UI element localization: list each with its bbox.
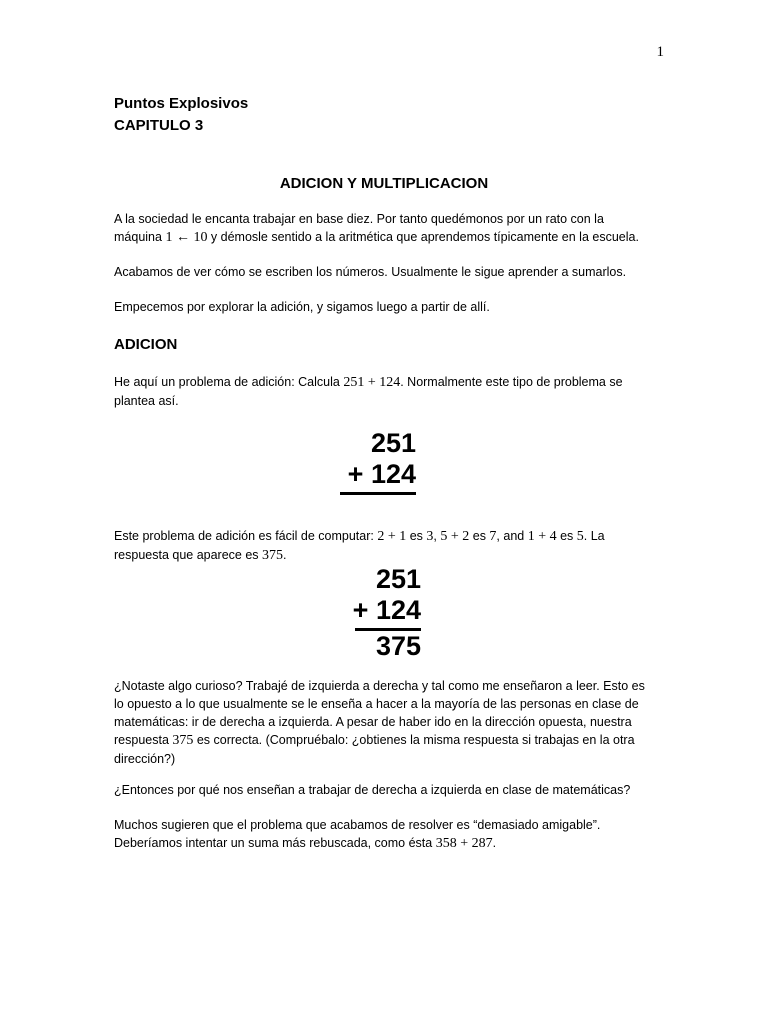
- chapter-heading: CAPITULO 3: [114, 117, 204, 134]
- explain-es-1: es: [406, 529, 427, 543]
- curious-text-b: es correcta. (Compruébalo: ¿obtienes la misma respuesta si trabajas en la otra dirección?): [114, 733, 635, 766]
- explain-text-a: Este problema de adición es fácil de computar:: [114, 529, 378, 543]
- curious-paragraph: [114, 677, 654, 768]
- closing-text-b: .: [492, 836, 497, 850]
- problem-text-a: He aquí un problema de adición: Calcula: [114, 375, 344, 389]
- sum2-bottom: + 124: [352, 595, 421, 625]
- closing-text-a: Muchos sugieren que el problema que acabamos de resolver es “demasiado amigable”. Deberíamos intentar un suma más rebuscada, como ésta: [114, 818, 601, 850]
- explain-and: , and: [496, 529, 528, 543]
- book-title: Puntos Explosivos: [114, 95, 249, 112]
- answer-375: 375: [262, 548, 284, 563]
- explain-text-b: . La respuesta que aparece es: [114, 529, 605, 562]
- sum2-result: 375: [375, 631, 421, 661]
- sum1-top: 251: [370, 428, 416, 458]
- sum-display-1: [340, 428, 416, 495]
- machine-notation: 1 ← 10: [165, 230, 208, 245]
- expr-1-plus-4: 1 + 4: [527, 529, 557, 544]
- result-3: 3: [426, 529, 434, 544]
- explain-es-3: es: [556, 529, 577, 543]
- result-7: 7: [489, 529, 497, 544]
- closing-expression: 358 + 287: [435, 836, 493, 851]
- explain-es-2: es: [469, 529, 490, 543]
- explain-comma: ,: [433, 529, 441, 543]
- result-5: 5: [576, 529, 584, 544]
- intro-paragraph-3: Empecemos por explorar la adición, y sigamos luego a partir de allí.: [114, 300, 490, 314]
- problem-expression: 251 + 124: [343, 375, 401, 390]
- intro-paragraph-2: Acabamos de ver cómo se escriben los números. Usualmente le sigue aprender a sumarlos.: [114, 265, 627, 279]
- addition-subheading: ADICION: [114, 336, 178, 353]
- sum-display-2: [347, 564, 421, 662]
- question-paragraph: ¿Entonces por qué nos enseñan a trabajar de derecha a izquierda en clase de matemáticas?: [114, 783, 631, 797]
- sum1-underline: [340, 492, 416, 495]
- expr-5-plus-2: 5 + 2: [440, 529, 470, 544]
- expr-2-plus-1: 2 + 1: [377, 529, 407, 544]
- curious-answer: 375: [172, 733, 194, 748]
- sum2-top: 251: [375, 564, 421, 594]
- sum1-bottom: + 124: [347, 459, 416, 489]
- intro-text-a: A la sociedad le encanta trabajar en base diez. Por tanto quedémonos por un rato con la máquina: [114, 212, 604, 244]
- section-title: ADICION Y MULTIPLICACION: [279, 175, 489, 192]
- problem-text-b: . Normalmente este tipo de problema se plantea así.: [114, 375, 623, 408]
- explain-text-c: .: [283, 548, 287, 562]
- curious-text-a: ¿Notaste algo curioso? Trabajé de izquierda a derecha y tal como me enseñaron a leer. Esto es lo opuesto a lo que usualmente se le enseña a hacer a la mayoría de las personas en clase de matemáticas: ir de derecha a izquierda. A pesar de haber ido en la dirección opuesta, nuestra respuesta: [114, 679, 645, 747]
- intro-text-b: y démosle sentido a la aritmética que aprendemos típicamente en la escuela.: [207, 230, 639, 244]
- intro-paragraph-1: [114, 210, 654, 247]
- page-number: 1: [656, 44, 664, 60]
- problem-paragraph: [114, 373, 654, 410]
- closing-paragraph: [114, 816, 654, 853]
- explain-paragraph: [114, 527, 654, 565]
